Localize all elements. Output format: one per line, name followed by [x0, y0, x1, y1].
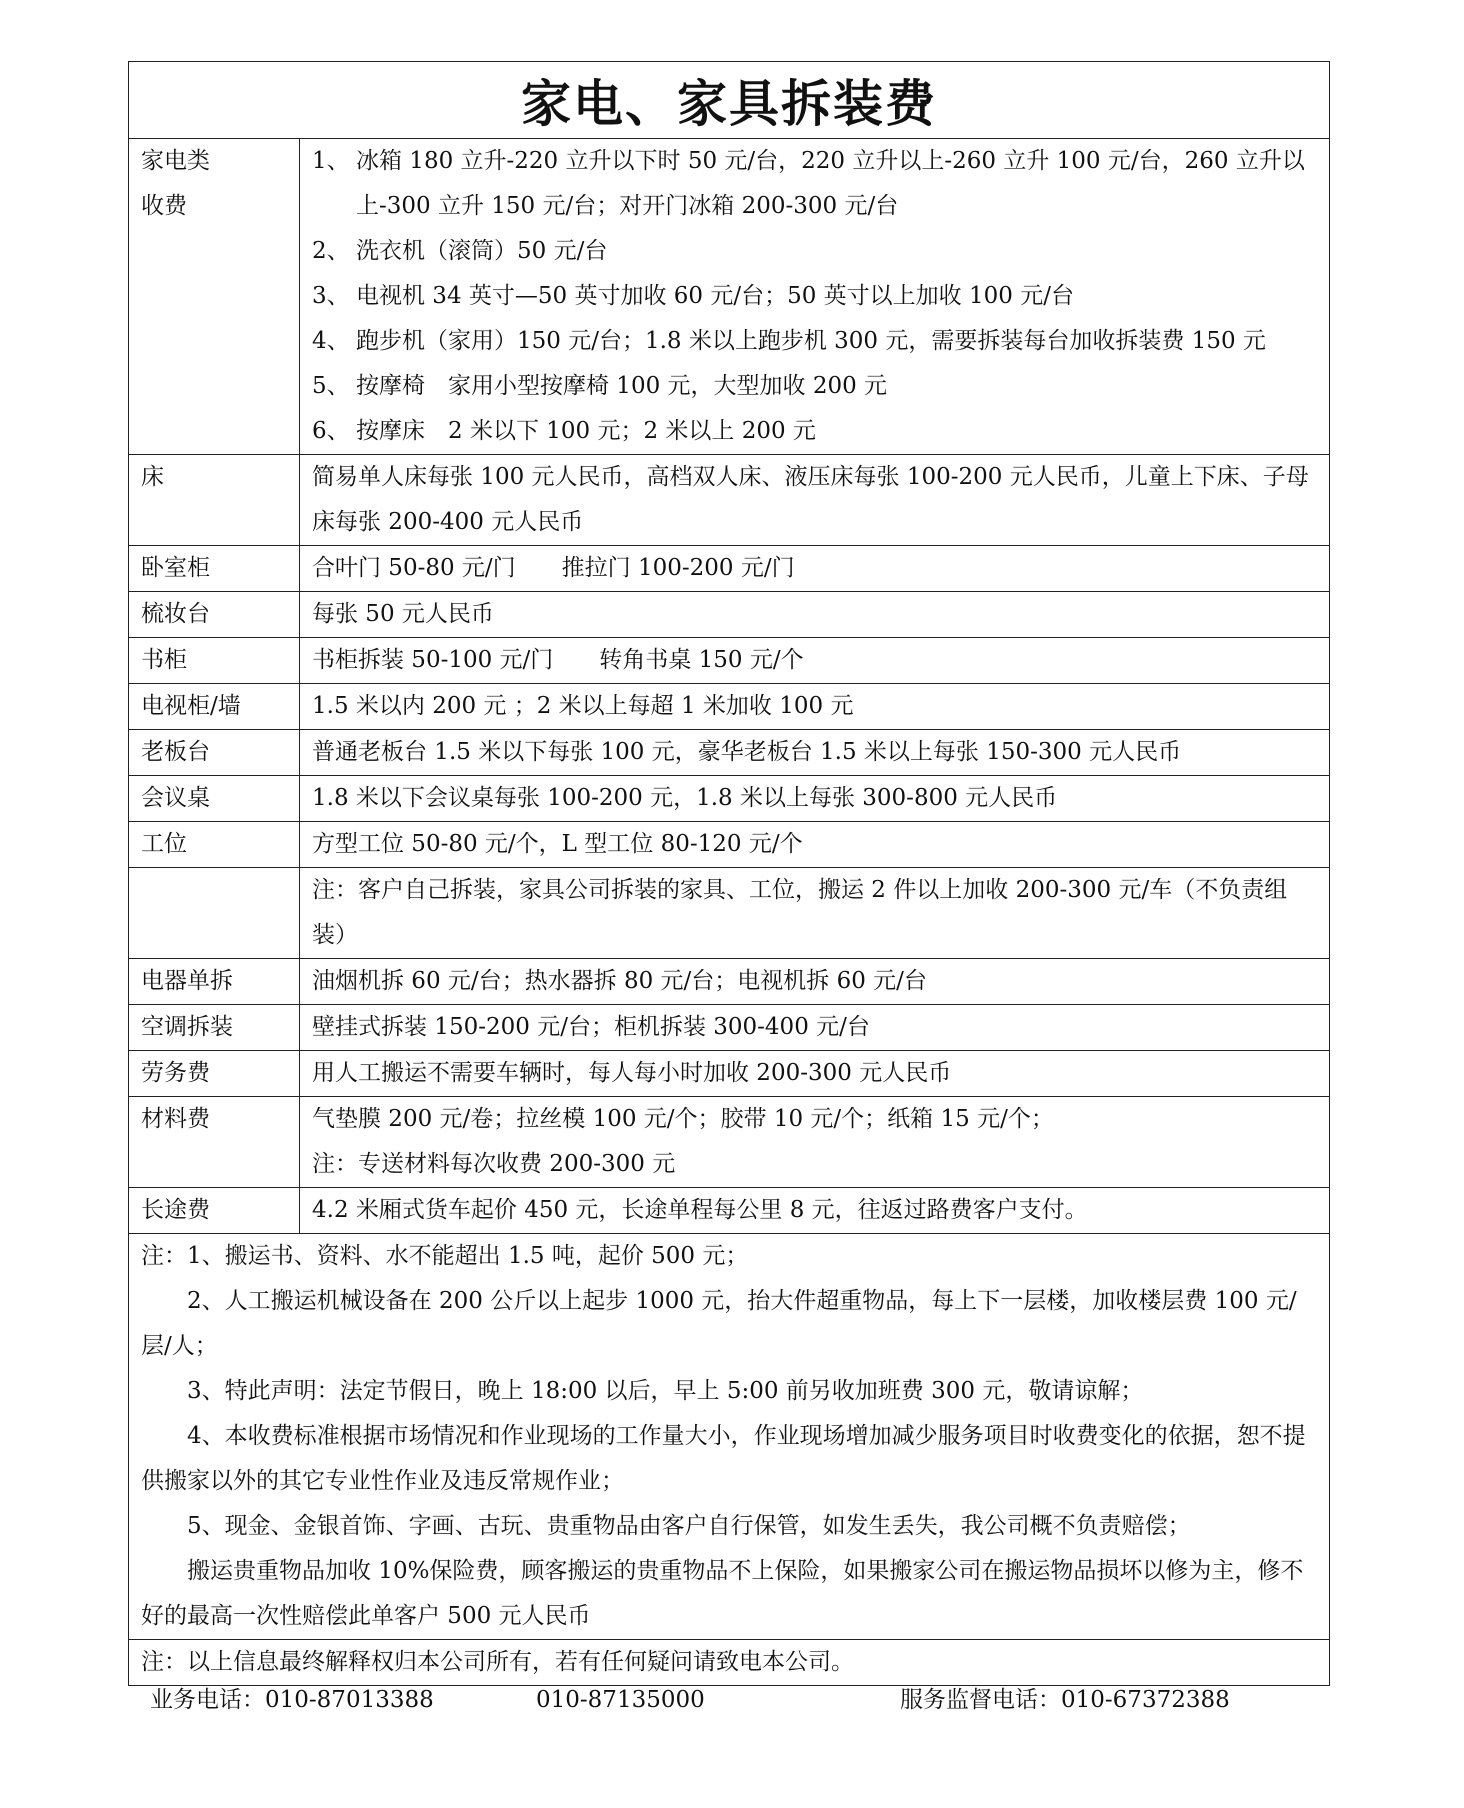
page-title: 家电、家具拆装费	[129, 62, 1329, 139]
item-number: 2、	[312, 238, 350, 264]
list-item	[312, 409, 1317, 454]
category-cell: 工位	[129, 822, 300, 868]
content-line: 1.5 米以内 200 元 ；2 米以上每超 1 米加收 100 元	[312, 693, 854, 719]
content-cell	[300, 546, 1330, 592]
table-row-dresser	[129, 592, 1329, 638]
final-note: 注：以上信息最终解释权归本公司所有，若有任何疑问请致电本公司。	[141, 1649, 854, 1675]
note-paragraph: 4、本收费标准根据市场情况和作业现场的工作量大小，作业现场增加减少服务项目时收费变化的依据，恕不提供搬家以外的其它专业性作业及违反常规作业；	[141, 1423, 1306, 1494]
fee-table	[129, 139, 1329, 1234]
item-number: 4、	[312, 328, 350, 354]
table-row-note	[129, 868, 1329, 959]
content-line: 1.8 米以下会议桌每张 100-200 元，1.8 米以上每张 300-800 元人民币	[312, 785, 1058, 811]
category-cell: 材料费	[129, 1097, 300, 1188]
content-line: 壁挂式拆装 150-200 元/台；柜机拆装 300-400 元/台	[312, 1014, 870, 1040]
category-cell	[129, 868, 300, 959]
item-text: 冰箱 180 立升-220 立升以下时 50 元/台，220 立升以上-260 立升 100 元/台，260 立升以上-300 立升 150 元/台；对开门冰箱 200-300 元/台	[356, 148, 1305, 219]
content-cell	[300, 1188, 1330, 1234]
content-line: 书柜拆装 50-100 元/门 转角书桌 150 元/个	[312, 647, 804, 673]
category-cell: 书柜	[129, 638, 300, 684]
item-text: 电视机 34 英寸—50 英寸加收 60 元/台；50 英寸以上加收 100 元/台	[356, 283, 1074, 309]
table-row-materials	[129, 1097, 1329, 1188]
table-row-wardrobe	[129, 546, 1329, 592]
category-cell: 老板台	[129, 730, 300, 776]
content-line: 气垫膜 200 元/卷；拉丝模 100 元/个；胶带 10 元/个；纸箱 15 元/个；	[312, 1106, 1054, 1132]
note-paragraph: 搬运贵重物品加收 10%保险费，顾客搬运的贵重物品不上保险，如果搬家公司在搬运物品损坏以修为主，修不好的最高一次性赔偿此单客户 500 元人民币	[141, 1558, 1304, 1629]
category-cell: 卧室柜	[129, 546, 300, 592]
note-paragraph: 5、现金、金银首饰、字画、古玩、贵重物品由客户自行保管，如发生丢失，我公司概不负责赔偿；	[187, 1513, 1191, 1539]
content-cell	[300, 868, 1330, 959]
table-row-tv-cabinet	[129, 684, 1329, 730]
notes-section	[129, 1234, 1329, 1640]
content-cell	[300, 592, 1330, 638]
list-item	[312, 229, 1317, 274]
table-row-long-distance	[129, 1188, 1329, 1234]
content-line: 注：专送材料每次收费 200-300 元	[312, 1151, 676, 1177]
content-cell	[300, 455, 1330, 546]
list-item	[312, 139, 1317, 229]
supervision-phone: 服务监督电话：010-67372388	[900, 1687, 1230, 1713]
category-cell: 劳务费	[129, 1051, 300, 1097]
item-text: 洗衣机（滚筒）50 元/台	[356, 238, 608, 264]
note-paragraph: 3、特此声明：法定节假日，晚上 18:00 以后，早上 5:00 前另收加班费 300 元，敬请谅解；	[187, 1378, 1144, 1404]
appliance-items	[300, 139, 1330, 455]
content-line: 方型工位 50-80 元/个，L 型工位 80-120 元/个	[312, 831, 803, 857]
content-cell	[300, 1097, 1330, 1188]
content-line: 油烟机拆 60 元/台；热水器拆 80 元/台；电视机拆 60 元/台	[312, 968, 927, 994]
item-text: 按摩床 2 米以下 100 元；2 米以上 200 元	[356, 418, 816, 444]
category-cell: 电器单拆	[129, 959, 300, 1005]
item-number: 3、	[312, 283, 350, 309]
content-cell	[300, 730, 1330, 776]
table-row-executive-desk	[129, 730, 1329, 776]
content-line: 4.2 米厢式货车起价 450 元，长途单程每公里 8 元，往返过路费客户支付。	[312, 1197, 1088, 1223]
item-number: 1、	[312, 148, 350, 174]
table-row-bed	[129, 455, 1329, 546]
table-row-air-conditioner	[129, 1005, 1329, 1051]
content-cell	[300, 638, 1330, 684]
content-cell	[300, 684, 1330, 730]
content-line: 注：客户自己拆装，家具公司拆装的家具、工位，搬运 2 件以上加收 200-300 元/车（不负责组装）	[312, 877, 1288, 948]
content-cell	[300, 959, 1330, 1005]
secondary-phone: 010-87135000	[536, 1687, 705, 1713]
list-item	[312, 319, 1317, 364]
table-row-appliance-removal	[129, 959, 1329, 1005]
table-row-appliances	[129, 139, 1329, 455]
category-cell: 电视柜/墙	[129, 684, 300, 730]
category-cell: 床	[129, 455, 300, 546]
content-cell	[300, 776, 1330, 822]
list-item	[312, 274, 1317, 319]
content-line: 简易单人床每张 100 元人民币，高档双人床、液压床每张 100-200 元人民币，儿童上下床、子母床每张 200-400 元人民币	[312, 464, 1309, 535]
category-cell: 空调拆装	[129, 1005, 300, 1051]
item-number: 5、	[312, 373, 350, 399]
content-line: 合叶门 50-80 元/门 推拉门 100-200 元/门	[312, 555, 795, 581]
category-cell: 家电类 收费	[129, 139, 300, 455]
category-cell: 梳妆台	[129, 592, 300, 638]
item-text: 按摩椅 家用小型按摩椅 100 元，大型加收 200 元	[356, 373, 888, 399]
price-sheet	[128, 61, 1330, 1686]
table-row-workstation	[129, 822, 1329, 868]
content-cell	[300, 1005, 1330, 1051]
note-paragraph: 注：1、搬运书、资料、水不能超出 1.5 吨，起价 500 元；	[141, 1243, 749, 1269]
item-text: 跑步机（家用）150 元/台；1.8 米以上跑步机 300 元，需要拆装每台加收拆装费 150 元	[356, 328, 1266, 354]
table-row-bookcase	[129, 638, 1329, 684]
list-item	[312, 364, 1317, 409]
content-line: 每张 50 元人民币	[312, 601, 494, 627]
note-paragraph: 2、人工搬运机械设备在 200 公斤以上起步 1000 元，抬大件超重物品，每上下一层楼，加收楼层费 100 元/层/人；	[141, 1288, 1297, 1359]
business-phone: 业务电话：010-87013388	[150, 1687, 434, 1713]
item-number: 6、	[312, 418, 350, 444]
category-cell: 会议桌	[129, 776, 300, 822]
table-row-labor	[129, 1051, 1329, 1097]
content-line: 普通老板台 1.5 米以下每张 100 元，豪华老板台 1.5 米以上每张 150-300 元人民币	[312, 739, 1182, 765]
table-row-conference-table	[129, 776, 1329, 822]
category-cell: 长途费	[129, 1188, 300, 1234]
content-cell	[300, 822, 1330, 868]
content-line: 用人工搬运不需要车辆时，每人每小时加收 200-300 元人民币	[312, 1060, 952, 1086]
content-cell	[300, 1051, 1330, 1097]
